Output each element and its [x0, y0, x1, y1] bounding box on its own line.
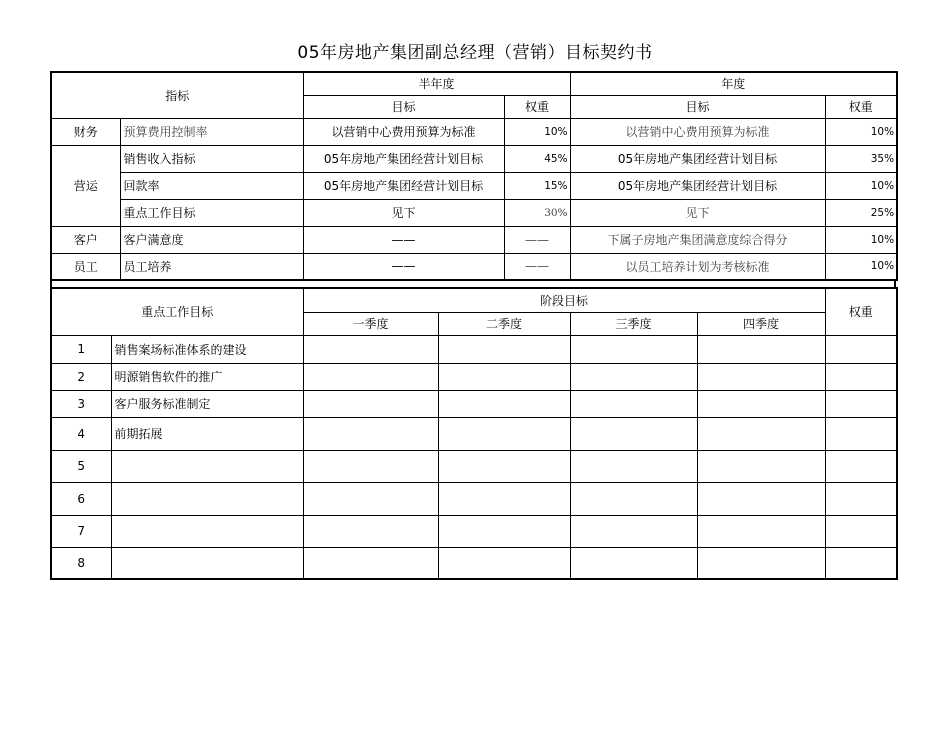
cell-q2 [438, 390, 570, 417]
cell-q1 [303, 515, 438, 547]
cell-q2 [438, 450, 570, 482]
row-year-target: 以员工培养计划为考核标准 [570, 253, 825, 280]
row-half-target: —— [303, 226, 504, 253]
table-row [51, 172, 897, 199]
cell-q3 [570, 417, 697, 450]
table-row [51, 199, 897, 226]
row-year-weight: 10% [825, 172, 897, 199]
header-half-target: 目标 [303, 95, 504, 118]
table-row [51, 390, 897, 417]
cell-q2 [438, 335, 570, 363]
cell-q1 [303, 417, 438, 450]
row-item: 员工培养 [120, 253, 303, 280]
row-item: 回款率 [120, 172, 303, 199]
header-year-weight: 权重 [825, 95, 897, 118]
row-group: 营运 [51, 145, 120, 226]
row-half-target: —— [303, 253, 504, 280]
header-weight: 权重 [825, 288, 897, 335]
row-task [111, 547, 303, 579]
row-group: 客户 [51, 226, 120, 253]
row-item: 客户满意度 [120, 226, 303, 253]
cell-q2 [438, 515, 570, 547]
cell-weight [825, 515, 897, 547]
cell-weight [825, 450, 897, 482]
table-row [51, 417, 897, 450]
row-year-weight: 10% [825, 253, 897, 280]
row-half-weight: 45% [504, 145, 570, 172]
cell-q3 [570, 547, 697, 579]
header-q2: 二季度 [438, 312, 570, 335]
cell-weight [825, 417, 897, 450]
header-stage-target: 阶段目标 [303, 288, 825, 312]
cell-q3 [570, 363, 697, 390]
indicator-table [50, 71, 898, 281]
header-q1: 一季度 [303, 312, 438, 335]
table-row [51, 450, 897, 482]
row-year-weight: 10% [825, 118, 897, 145]
cell-q4 [697, 547, 825, 579]
header-year-target: 目标 [570, 95, 825, 118]
header-q3: 三季度 [570, 312, 697, 335]
row-half-target: 05年房地产集团经营计划目标 [303, 145, 504, 172]
row-half-weight: —— [504, 226, 570, 253]
table-row [51, 145, 897, 172]
table-row [51, 118, 897, 145]
cell-q4 [697, 450, 825, 482]
row-half-weight: 30% [504, 199, 570, 226]
row-year-weight: 10% [825, 226, 897, 253]
cell-q1 [303, 450, 438, 482]
row-year-weight: 35% [825, 145, 897, 172]
table-row [51, 515, 897, 547]
row-group: 员工 [51, 253, 120, 280]
cell-weight [825, 335, 897, 363]
cell-q3 [570, 515, 697, 547]
row-task [111, 515, 303, 547]
row-year-weight: 25% [825, 199, 897, 226]
row-task: 明源销售软件的推广 [111, 363, 303, 390]
header-q4: 四季度 [697, 312, 825, 335]
cell-q3 [570, 482, 697, 515]
cell-q2 [438, 363, 570, 390]
header-half-weight: 权重 [504, 95, 570, 118]
cell-q2 [438, 417, 570, 450]
row-year-target: 见下 [570, 199, 825, 226]
cell-q1 [303, 482, 438, 515]
key-work-table [50, 287, 898, 580]
cell-q1 [303, 335, 438, 363]
cell-q3 [570, 335, 697, 363]
cell-weight [825, 482, 897, 515]
row-number: 6 [51, 482, 111, 515]
cell-weight [825, 547, 897, 579]
row-year-target: 下属子房地产集团满意度综合得分 [570, 226, 825, 253]
cell-weight [825, 390, 897, 417]
table-row [51, 482, 897, 515]
cell-q4 [697, 363, 825, 390]
table-gap [50, 279, 896, 287]
cell-q4 [697, 482, 825, 515]
row-half-target: 以营销中心费用预算为标准 [303, 118, 504, 145]
row-group: 财务 [51, 118, 120, 145]
row-year-target: 05年房地产集团经营计划目标 [570, 172, 825, 199]
cell-q3 [570, 450, 697, 482]
cell-q4 [697, 417, 825, 450]
row-number: 7 [51, 515, 111, 547]
row-half-target: 05年房地产集团经营计划目标 [303, 172, 504, 199]
cell-q1 [303, 547, 438, 579]
cell-q2 [438, 547, 570, 579]
row-task [111, 450, 303, 482]
cell-weight [825, 363, 897, 390]
row-half-weight: —— [504, 253, 570, 280]
row-half-weight: 10% [504, 118, 570, 145]
row-task: 前期拓展 [111, 417, 303, 450]
table-row [51, 363, 897, 390]
header-indicator: 指标 [51, 72, 303, 118]
cell-q3 [570, 390, 697, 417]
table-row [51, 335, 897, 363]
cell-q1 [303, 390, 438, 417]
table-row [51, 547, 897, 579]
row-year-target: 05年房地产集团经营计划目标 [570, 145, 825, 172]
row-number: 8 [51, 547, 111, 579]
row-number: 4 [51, 417, 111, 450]
table-row [51, 226, 897, 253]
header-key-work: 重点工作目标 [51, 288, 303, 335]
row-year-target: 以营销中心费用预算为标准 [570, 118, 825, 145]
cell-q4 [697, 335, 825, 363]
cell-q2 [438, 482, 570, 515]
row-task: 客户服务标准制定 [111, 390, 303, 417]
header-half-year: 半年度 [303, 72, 570, 95]
row-item: 预算费用控制率 [120, 118, 303, 145]
header-year: 年度 [570, 72, 897, 95]
cell-q1 [303, 363, 438, 390]
row-half-target: 见下 [303, 199, 504, 226]
table-row [51, 253, 897, 280]
cell-q4 [697, 515, 825, 547]
row-number: 5 [51, 450, 111, 482]
row-task: 销售案场标准体系的建设 [111, 335, 303, 363]
row-item: 销售收入指标 [120, 145, 303, 172]
page-title: 05年房地产集团副总经理（营销）目标契约书 [297, 43, 653, 63]
row-half-weight: 15% [504, 172, 570, 199]
row-number: 3 [51, 390, 111, 417]
row-task [111, 482, 303, 515]
row-number: 2 [51, 363, 111, 390]
row-item: 重点工作目标 [120, 199, 303, 226]
cell-q4 [697, 390, 825, 417]
row-number: 1 [51, 335, 111, 363]
